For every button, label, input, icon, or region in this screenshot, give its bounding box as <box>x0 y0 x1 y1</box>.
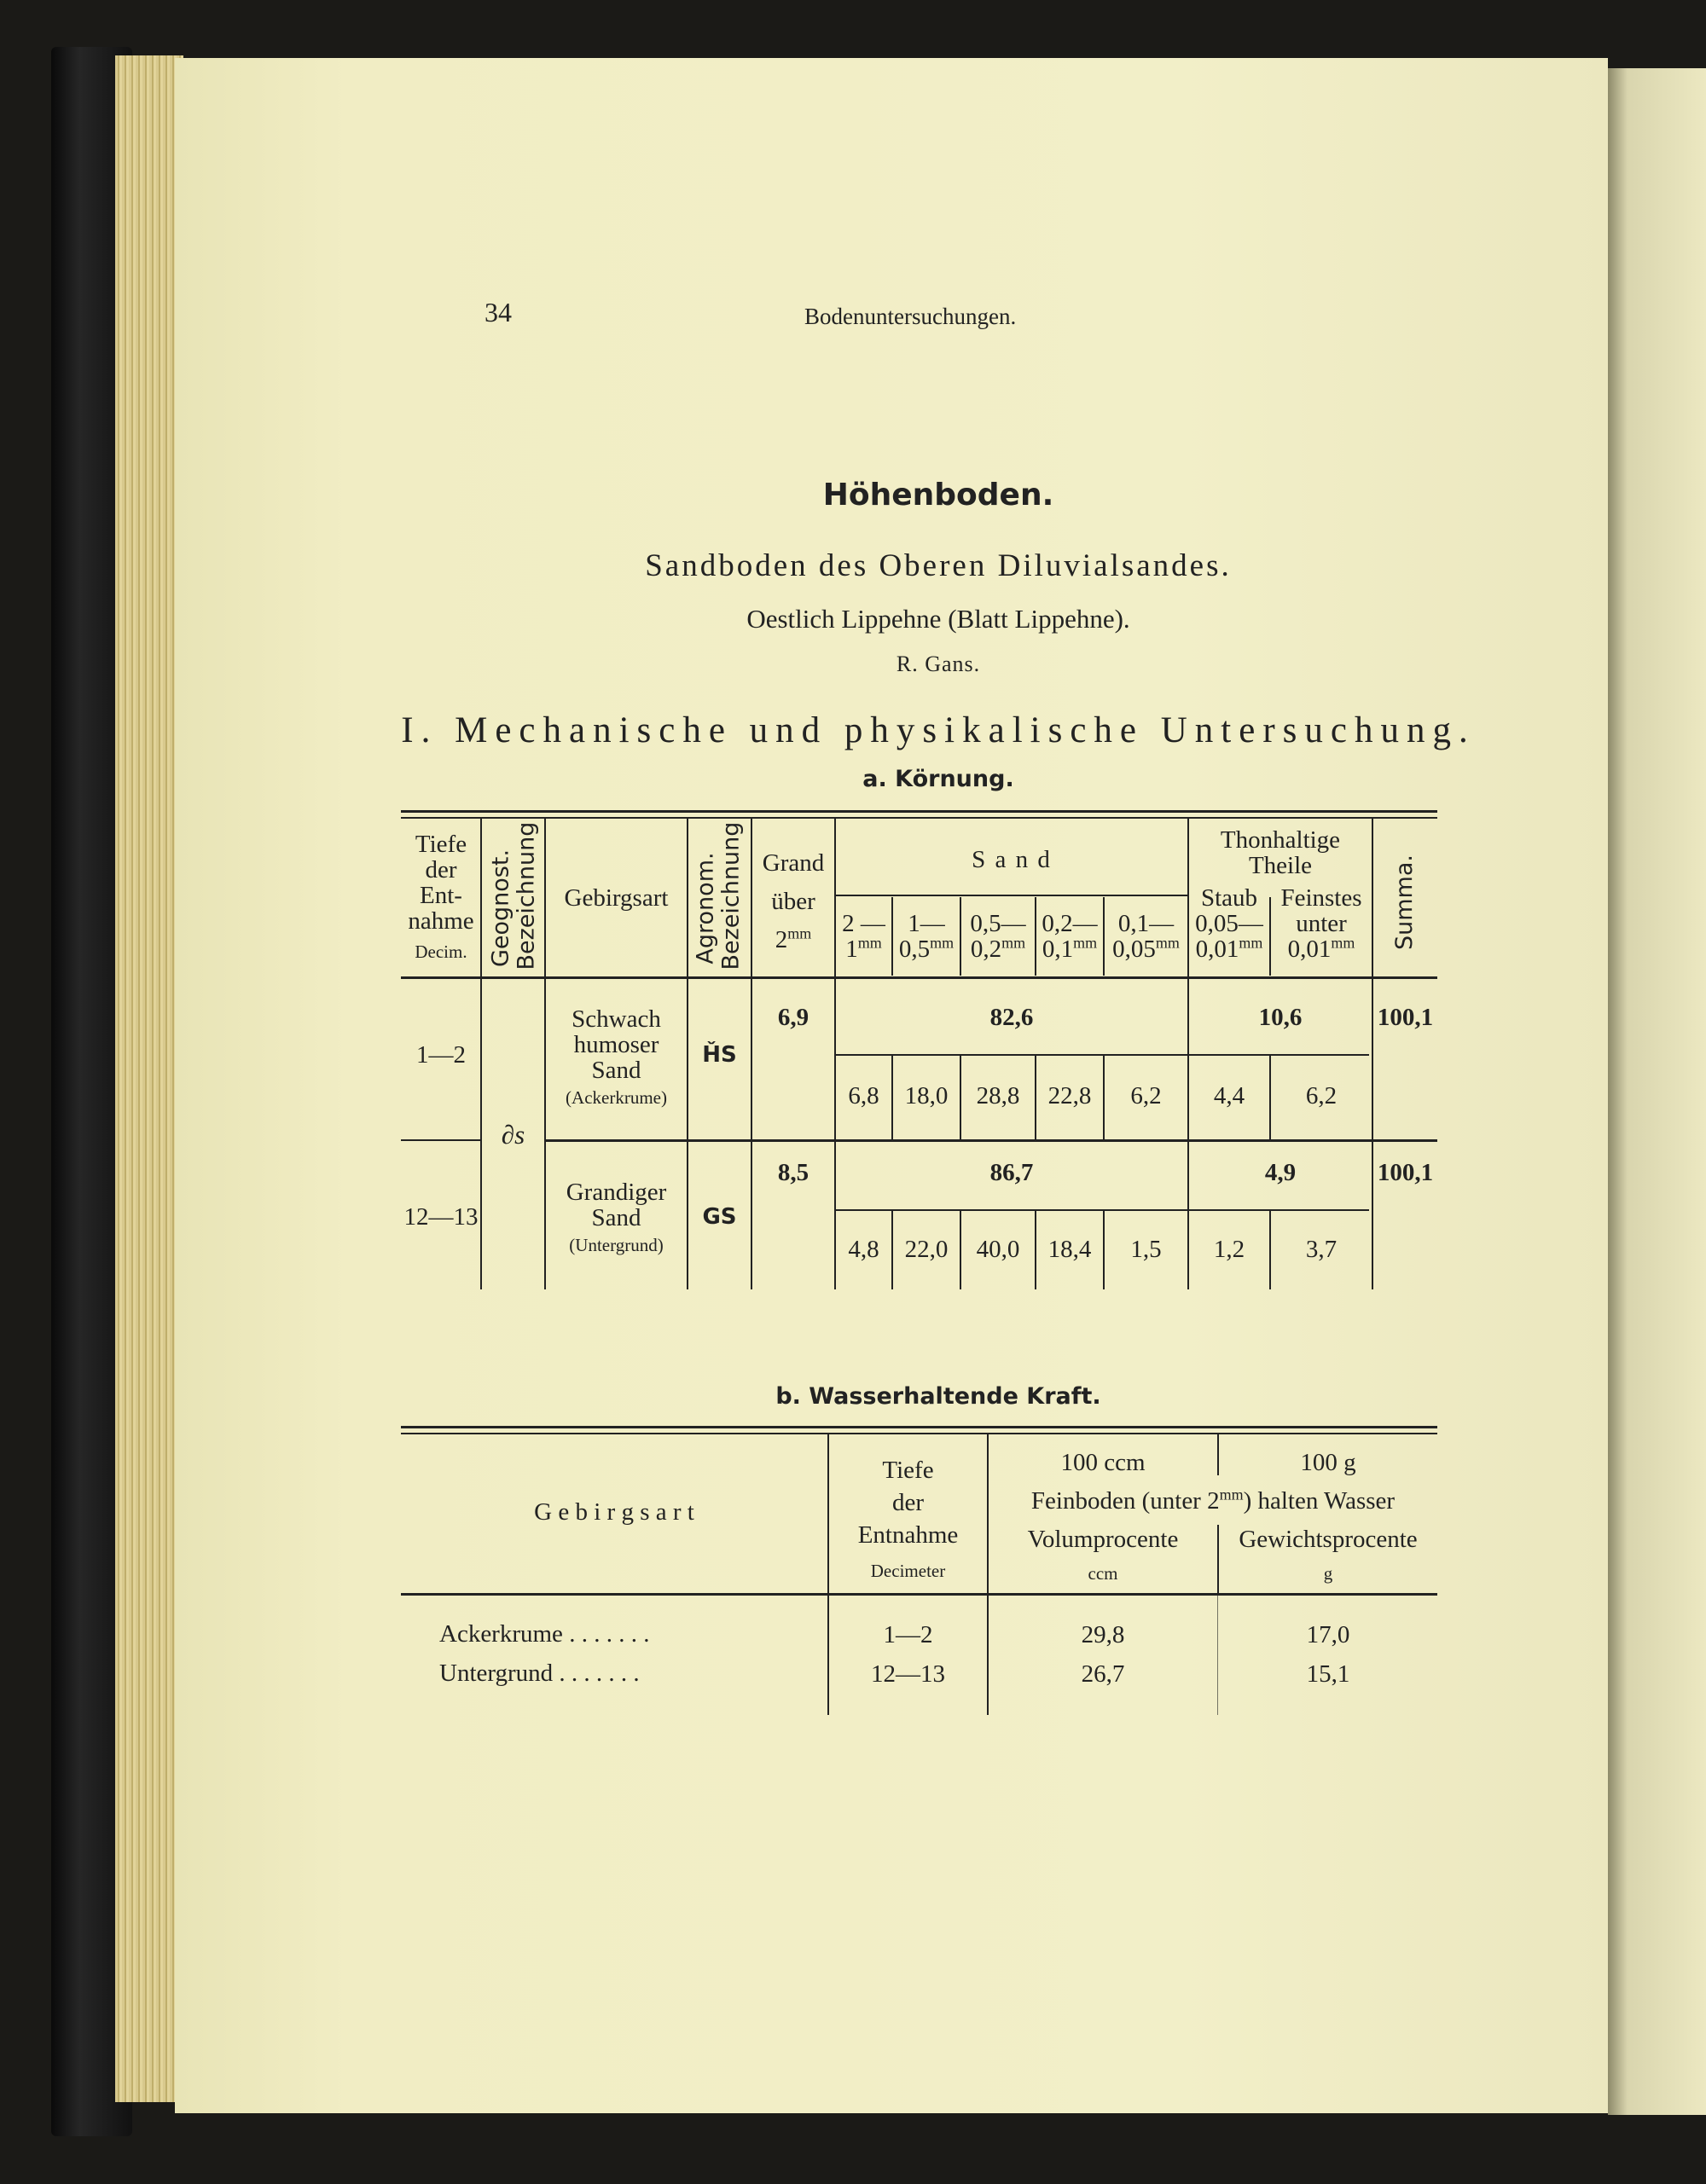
rule <box>827 1596 829 1715</box>
header-grand: Grand über $2^{mm}$ <box>762 849 825 953</box>
header-sand-2-1: 2 — $1^{mm}$ <box>842 910 885 963</box>
rule <box>546 1139 1437 1142</box>
running-title: Bodenuntersuchungen. <box>804 304 1017 329</box>
header-agronom: Agronom. Bezeichnung <box>692 821 745 970</box>
row1-agronom: ȞS <box>702 1042 737 1068</box>
section-heading: I. Mechanische und physikalische Untersuchung. <box>401 710 1476 750</box>
row2-sand-1: 4,8 <box>848 1236 879 1263</box>
header-summa: Summa. <box>1391 854 1418 950</box>
header-b-tiefe: Tiefe der Entnahme Decimeter <box>857 1457 959 1581</box>
author: R. Gans. <box>896 652 981 676</box>
rule <box>834 819 836 1289</box>
rule <box>987 1596 989 1715</box>
row1-gebirgsart: Schwach humoser Sand (Ackerkrume) <box>566 1005 667 1108</box>
row1-grand: 6,9 <box>777 1004 809 1031</box>
header-b-ccm-top: 100 ccm <box>1060 1449 1146 1476</box>
header-b-feinboden: Feinboden (unter $2^{mm}$) halten Wasser <box>1030 1486 1396 1515</box>
b-row1-vol: 29,8 <box>1081 1621 1125 1648</box>
header-sand-01-005: 0,1— $0,05^{mm}$ <box>1112 910 1180 963</box>
rule <box>401 1593 1437 1596</box>
row1-sand-2: 18,0 <box>904 1082 949 1109</box>
header-sand-02-01: 0,2— $0,1^{mm}$ <box>1042 910 1098 963</box>
row2-agronom: GS <box>702 1204 737 1230</box>
table-b-row-untergrund: Untergrund . . . . . . . <box>439 1660 640 1687</box>
row2-sand-2: 22,0 <box>904 1236 949 1263</box>
rule <box>401 976 1437 979</box>
row1-staub: 4,4 <box>1213 1082 1245 1109</box>
rule <box>401 817 1437 819</box>
subtitle: Sandboden des Oberen Diluvialsandes. <box>645 548 1232 583</box>
rule <box>401 1426 1437 1428</box>
row1-sand-3: 28,8 <box>976 1082 1020 1109</box>
row2-sand-4: 18,4 <box>1047 1236 1092 1263</box>
row2-gebirgsart: Grandiger Sand (Untergrund) <box>566 1179 667 1255</box>
header-gebirgsart: Gebirgsart <box>564 884 669 912</box>
row1-sand-5: 6,2 <box>1130 1082 1162 1109</box>
row1-tiefe: 1—2 <box>416 1041 466 1069</box>
row2-tiefe: 12—13 <box>403 1203 479 1231</box>
rule <box>1217 1596 1218 1715</box>
header-b-vol-unit: ccm <box>1088 1563 1118 1584</box>
row2-staub: 1,2 <box>1213 1236 1245 1263</box>
rule <box>401 1139 482 1141</box>
page-edges <box>115 55 183 2102</box>
b-row1-gew: 17,0 <box>1306 1621 1350 1648</box>
header-geognost: Geognost. Bezeichnung <box>487 821 540 970</box>
row1-sand-1: 6,8 <box>848 1082 879 1109</box>
row2-summa: 100,1 <box>1377 1159 1434 1186</box>
rule <box>401 1433 1437 1434</box>
b-row2-tiefe: 12—13 <box>871 1660 945 1688</box>
row2-thon-total: 4,9 <box>1264 1159 1297 1186</box>
row2-grand: 8,5 <box>777 1159 809 1186</box>
row2-sand-3: 40,0 <box>976 1236 1020 1263</box>
rule <box>1372 819 1373 1289</box>
header-b-gebirgsart: G e b i r g s a r t <box>534 1498 694 1526</box>
row1-thon-total: 10,6 <box>1258 1004 1303 1031</box>
header-b-vol: Volumprocente <box>1027 1526 1179 1553</box>
b-row1-tiefe: 1—2 <box>883 1621 933 1648</box>
row1-sand-4: 22,8 <box>1047 1082 1092 1109</box>
page-number: 34 <box>485 297 512 327</box>
b-row2-gew: 15,1 <box>1306 1660 1350 1688</box>
header-feinstes: Feinstes unter $0,01^{mm}$ <box>1280 884 1362 963</box>
page-title: Höhenboden. <box>822 478 1054 513</box>
rule <box>401 810 1437 813</box>
row1-summa: 100,1 <box>1377 1004 1434 1031</box>
row2-sand-total: 86,7 <box>989 1159 1034 1186</box>
header-b-gew: Gewichtsprocente <box>1239 1526 1418 1553</box>
header-thon: Thonhaltige Theile <box>1220 826 1341 879</box>
facing-page-edge <box>1608 68 1706 2115</box>
header-sand-05-02: 0,5— $0,2^{mm}$ <box>970 910 1026 963</box>
geognost-value: ∂s <box>501 1120 525 1150</box>
row1-sand-total: 82,6 <box>989 1004 1034 1031</box>
row2-sand-5: 1,5 <box>1130 1236 1162 1263</box>
row2-feinstes: 3,7 <box>1305 1236 1338 1263</box>
row1-feinstes: 6,2 <box>1305 1082 1338 1109</box>
header-sand: S a n d <box>972 846 1052 873</box>
table-b-row-ackerkrume: Ackerkrume . . . . . . . <box>439 1620 650 1648</box>
header-b-g-top: 100 g <box>1300 1449 1356 1476</box>
table-b-heading: b. Wasserhaltende Kraft. <box>775 1383 1101 1410</box>
header-tiefe: Tiefe der Ent- nahme Decim. <box>408 831 474 962</box>
header-staub: Staub 0,05— $0,01^{mm}$ <box>1195 884 1263 963</box>
location: Oestlich Lippehne (Blatt Lippehne). <box>746 604 1130 634</box>
header-sand-1-05: 1— $0,5^{mm}$ <box>898 910 955 963</box>
table-a-heading: a. Körnung. <box>862 766 1014 792</box>
header-b-gew-unit: g <box>1323 1563 1333 1584</box>
b-row2-vol: 26,7 <box>1081 1660 1125 1688</box>
rule <box>836 895 1187 896</box>
